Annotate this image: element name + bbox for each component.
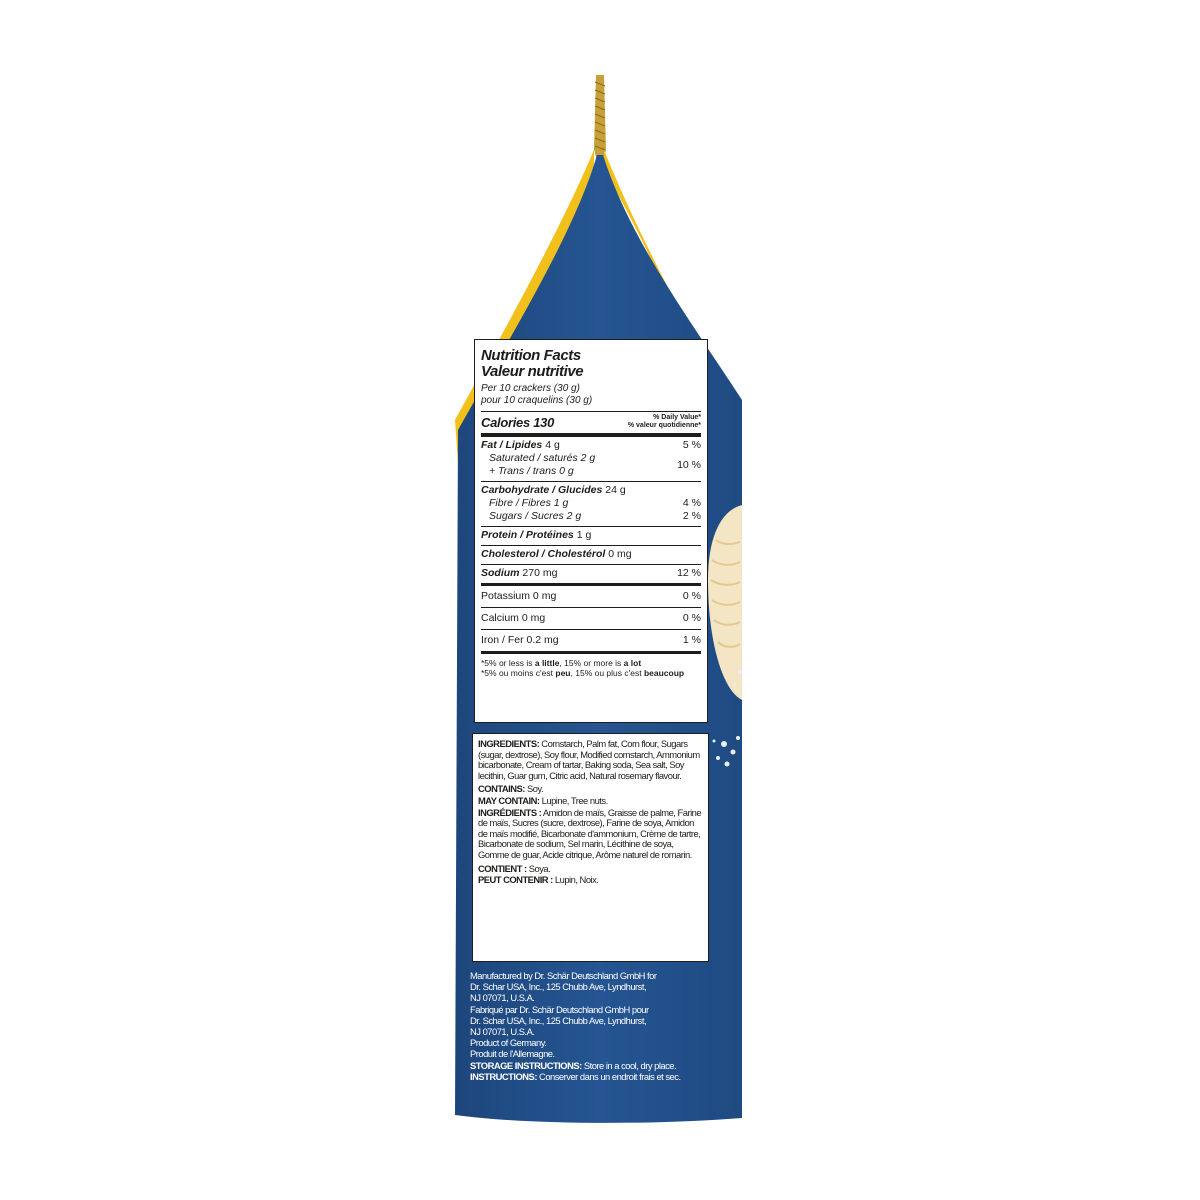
potassium-group	[481, 586, 701, 608]
fibre-label: Fibre / Fibres 1 g	[489, 497, 569, 509]
manufacturer-info	[470, 970, 710, 1082]
protein-amount: 1 g	[576, 529, 592, 541]
calcium-group	[481, 608, 701, 630]
storage-instructions: STORAGE INSTRUCTIONS: Store in a cool, dry place.	[470, 1059, 677, 1071]
sugars-label: Sugars / Sucres 2 g	[489, 510, 582, 522]
nutrition-title-fr: Valeur nutritive	[481, 363, 584, 380]
calcium-label: Calcium 0 mg	[481, 612, 546, 624]
sat-trans-pct: 10 %	[677, 459, 701, 471]
calcium-row	[481, 612, 701, 625]
mfr-en-line-1: Manufactured by Dr. Schär Deutschland GmbH for	[470, 970, 657, 981]
fat-pct: 5 %	[682, 439, 701, 451]
serving-size-en: Per 10 crackers (30 g)	[481, 383, 580, 394]
fat-amount: 4 g	[545, 439, 560, 451]
origin-en: Product of Germany.	[470, 1037, 547, 1049]
sugars-pct: 2 %	[682, 510, 701, 522]
daily-value-header	[628, 414, 701, 430]
potassium-row	[481, 590, 701, 603]
protein-group	[481, 527, 701, 546]
cholesterol-row	[481, 548, 701, 561]
sodium-amount: 270 mg	[522, 567, 558, 579]
footnote-en: *5% or less is a little, 15% or more is a lot	[481, 658, 642, 668]
fat-label: Fat / Lipides	[481, 439, 543, 451]
cholesterol-amount: 0 mg	[608, 548, 632, 560]
protein-row	[481, 529, 701, 542]
carb-label: Carbohydrate / Glucides	[481, 484, 603, 496]
carb-amount: 24 g	[605, 484, 626, 496]
instructions-fr: INSTRUCTIONS: Conserver dans un endroit frais et sec.	[470, 1070, 681, 1082]
potassium-pct: 0 %	[682, 590, 701, 602]
fat-row	[481, 439, 701, 452]
fibre-pct: 4 %	[682, 497, 701, 509]
nutrition-title-en: Nutrition Facts	[481, 347, 581, 364]
sodium-pct: 12 %	[677, 567, 701, 579]
contains-fr: CONTIENT : Soya.	[478, 862, 551, 874]
sat-trans-row	[481, 452, 701, 478]
iron-group	[481, 630, 701, 654]
serving-size-fr: pour 10 craquelins (30 g)	[481, 395, 593, 406]
may-contain-en: MAY CONTAIN: Lupine, Tree nuts.	[478, 794, 608, 806]
sodium-row	[481, 567, 701, 580]
serving-size	[481, 383, 701, 412]
carb-group	[481, 482, 701, 527]
trans-row: + Trans / trans 0 g	[489, 465, 574, 477]
mfr-fr-line-2: Dr. Schar USA, Inc., 125 Chubb Ave, Lyndhurst,	[470, 1014, 647, 1026]
sodium-label: Sodium	[481, 567, 520, 579]
carb-row	[481, 484, 701, 497]
may-contain-fr: PEUT CONTENIR : Lupin, Noix.	[478, 874, 599, 886]
ingredients-en: INGREDIENTS: Cornstarch, Palm fat, Corn flour, Sugars (sugar, dextrose), Soy flour, Modified cornstarch, Ammonium bicarbonate, Cream of tartar, Baking soda, Sea salt, Soy lecithin, Guar gum, Citric acid, Natural rosemary flavour.	[478, 738, 700, 781]
saturated-row: Saturated / saturés 2 g	[489, 452, 596, 464]
ingredients-fr: INGRÉDIENTS : Amidon de maïs, Graisse de palme, Farine de maïs, Sucres (sucre, dextrose), Farine de soya, Amidon de maïs modifié, Bicarbonate d'ammonium, Crème de tartre, Bicarbonate de sodium, Sel marin, Lécithine de soya, Gomme de guar, Acide citrique, Arôme naturel de romarin.	[478, 806, 702, 860]
iron-label: Iron / Fer 0.2 mg	[481, 634, 559, 646]
fibre-row	[481, 497, 701, 510]
potassium-label: Potassium 0 mg	[481, 590, 557, 602]
nutrition-facts-panel	[474, 339, 708, 723]
mfr-fr-line-3: NJ 07071, U.S.A.	[470, 1026, 535, 1038]
daily-value-footnote	[481, 654, 701, 678]
cholesterol-group	[481, 546, 701, 565]
sodium-group	[481, 565, 701, 586]
mfr-en-line-3: NJ 07071, U.S.A.	[470, 992, 535, 1004]
origin-fr: Produit de l'Allemagne.	[470, 1048, 555, 1060]
fat-group	[481, 437, 701, 482]
contains-en: CONTAINS: Soy.	[478, 783, 544, 795]
calories-value: Calories 130	[481, 415, 555, 430]
ingredients-panel	[472, 733, 709, 962]
calories-row	[481, 412, 701, 437]
iron-pct: 1 %	[682, 634, 701, 646]
mfr-fr-line-1: Fabriqué par Dr. Schär Deutschland GmbH pour	[470, 1003, 649, 1015]
iron-row	[481, 634, 701, 647]
mfr-en-line-2: Dr. Schar USA, Inc., 125 Chubb Ave, Lyndhurst,	[470, 981, 647, 993]
footnote-fr: *5% ou moins c'est peu, 15% ou plus c'est beaucoup	[481, 668, 685, 678]
protein-label: Protein / Protéines	[481, 529, 574, 541]
calcium-pct: 0 %	[682, 612, 701, 624]
daily-value-en: % Daily Value*	[653, 414, 701, 421]
sugars-row	[481, 510, 701, 523]
cholesterol-label: Cholesterol / Cholestérol	[481, 548, 606, 560]
daily-value-fr: % valeur quotidienne*	[627, 422, 701, 429]
